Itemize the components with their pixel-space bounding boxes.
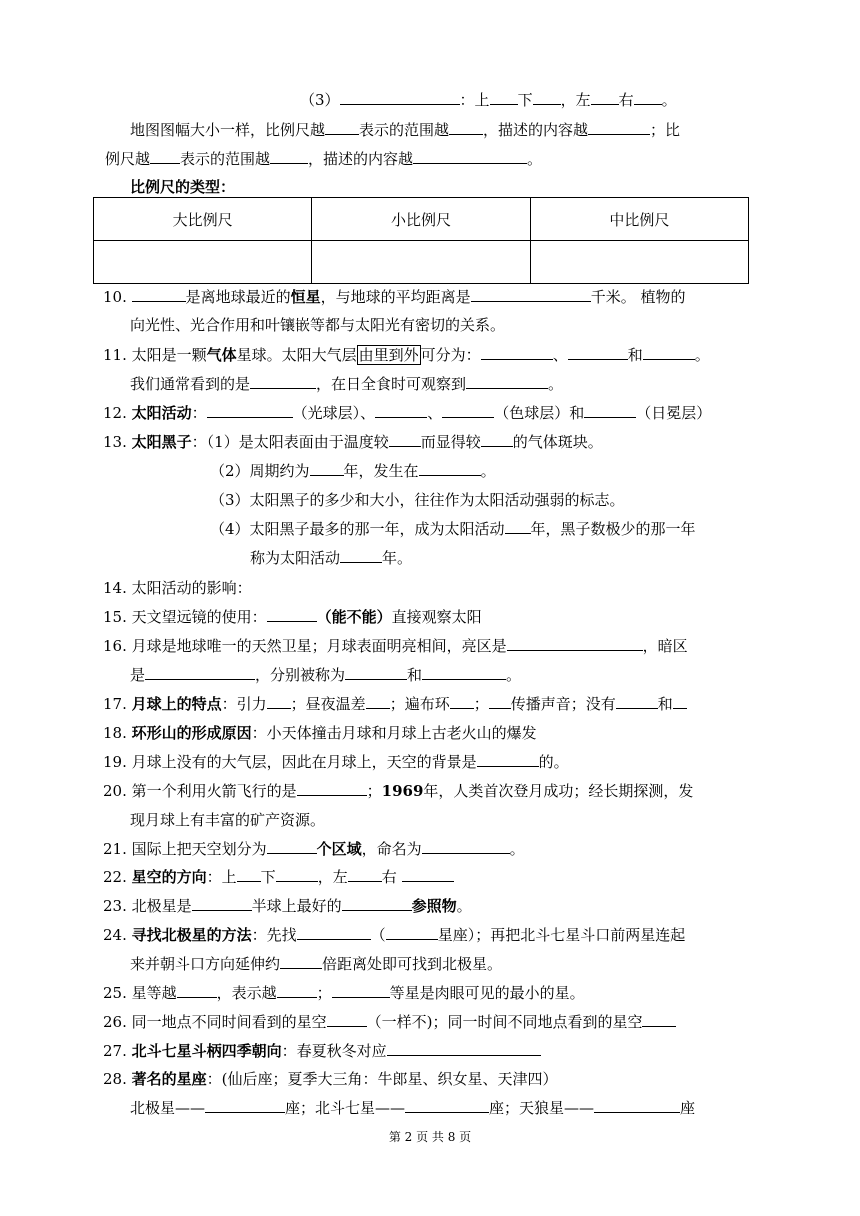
question-17 (103, 694, 687, 714)
blank (402, 867, 454, 882)
text: （ (370, 926, 386, 944)
blank (207, 403, 293, 418)
blank (340, 90, 460, 105)
text: 1969 (381, 782, 424, 800)
text: 著名的星座 (131, 1070, 207, 1088)
text: （光球层）、 (292, 404, 376, 422)
blank (366, 694, 390, 709)
text: 等星是肉眼可见的最小的星。 (389, 984, 585, 1002)
text: 恒星 (290, 288, 321, 306)
text: 由里到外 (358, 346, 419, 364)
table-header: 小比例尺 (312, 198, 530, 241)
blank (132, 287, 186, 302)
text: ：春夏秋冬对应 (281, 1042, 387, 1060)
text: 年，黑子数极少的那一年 (530, 520, 696, 538)
text: 、 (427, 404, 443, 422)
text: ，左 (560, 91, 591, 109)
text-line: 现月球上有丰富的矿产资源。 (130, 811, 326, 829)
text: 是 (130, 666, 146, 684)
text: （3） (300, 91, 340, 109)
blank (348, 867, 382, 882)
text: ，命名为 (361, 840, 422, 858)
text: 20. 第一个利用火箭飞行的是 (103, 782, 297, 800)
blank (297, 925, 371, 940)
blank (477, 752, 539, 767)
question-14: 14. 太阳活动的影响： (103, 579, 252, 597)
blank (150, 149, 180, 164)
blank (267, 839, 317, 854)
text: 22. (103, 868, 127, 886)
question-26 (103, 1012, 676, 1032)
page-footer: 第 2 页 共 8 页 (388, 1130, 472, 1144)
question-20 (103, 781, 693, 801)
text: 年。 (382, 549, 413, 567)
text: 星球。太阳大气层 (236, 346, 357, 364)
text-line (250, 548, 412, 568)
blank (237, 867, 261, 882)
text: 28. (103, 1070, 127, 1088)
text: 下 (260, 868, 276, 886)
question-13 (103, 432, 603, 452)
question-25 (103, 983, 585, 1003)
text: 下 (517, 91, 533, 109)
text: ，与地球的平均距离是 (320, 288, 471, 306)
blank (386, 925, 438, 940)
text: 年，发生在 (343, 462, 419, 480)
text: 北极星—— (130, 1099, 206, 1117)
blank (422, 839, 510, 854)
text: ；比 (650, 121, 681, 139)
blank (588, 120, 650, 135)
text: 传播声音；没有 (510, 695, 616, 713)
text: 。 (509, 840, 525, 858)
question-21 (103, 839, 525, 859)
text: 13. (103, 433, 127, 451)
text-line (105, 149, 542, 169)
blank (481, 345, 553, 360)
blank (643, 345, 695, 360)
text: 是离地球最近的 (185, 288, 291, 306)
text: 19. 月球上没有的大气层，因此在月球上，天空的背景是 (103, 753, 477, 771)
text: 而显得较 (420, 433, 481, 451)
text-line (130, 374, 563, 394)
text: 右 (381, 868, 397, 886)
blank (568, 345, 628, 360)
question-19 (103, 752, 569, 772)
blank (325, 120, 359, 135)
blank (276, 867, 318, 882)
text: ，在日全食时可观察到 (316, 375, 467, 393)
text: 。 (456, 897, 472, 915)
blank (489, 694, 511, 709)
text: 的。 (538, 753, 569, 771)
table-header: 中比例尺 (530, 198, 748, 241)
blank (419, 461, 481, 476)
text: ，描述的内容越 (308, 150, 414, 168)
text: ，分别被称为 (255, 666, 346, 684)
blank (616, 694, 658, 709)
text: ，左 (317, 868, 348, 886)
blank (449, 120, 483, 135)
blank (466, 374, 548, 389)
blank (673, 694, 687, 709)
text: 26. 同一地点不同时间看到的星空 (103, 1013, 327, 1031)
text: 星座）；再把北斗七星斗口前两星连起 (437, 926, 686, 944)
blank (250, 374, 316, 389)
question-18 (103, 723, 537, 743)
text: 的气体斑块。 (512, 433, 603, 451)
blank (277, 983, 317, 998)
blank (177, 983, 217, 998)
table-header: 大比例尺 (94, 198, 312, 241)
blank (192, 896, 252, 911)
text-line (130, 1098, 695, 1118)
text: 表示的范围越 (180, 150, 271, 168)
text: 。 (661, 91, 677, 109)
text: 。 (694, 346, 710, 364)
blank (481, 432, 513, 447)
blank (422, 665, 506, 680)
text: 23. 北极星是 (103, 897, 192, 915)
text: 10. (103, 288, 127, 306)
text: 地图图幅大小一样，比例尺越 (130, 121, 326, 139)
text: （日冕层） (636, 404, 712, 422)
text: 直接观察太阳 (391, 608, 482, 626)
text: ； (366, 782, 382, 800)
question-15 (103, 607, 482, 627)
text: 倍距离处即可找到北极星。 (322, 955, 503, 973)
text: 右 (618, 91, 634, 109)
blank (145, 665, 255, 680)
question-16 (103, 636, 688, 656)
blank (405, 1098, 489, 1113)
text: ；昼夜温差 (290, 695, 366, 713)
text: 。 (548, 375, 564, 393)
text: ： (191, 404, 207, 422)
text: 。 (506, 666, 522, 684)
question-11 (103, 345, 710, 365)
text: ； (316, 984, 332, 1002)
table-cell (530, 241, 748, 284)
question-28 (103, 1069, 558, 1089)
text: 15. 天文望远镜的使用： (103, 608, 267, 626)
blank (297, 781, 367, 796)
blank (413, 149, 527, 164)
text-line (130, 665, 521, 685)
text: ：上 (459, 91, 490, 109)
text: 北斗七星斗柄四季朝向 (131, 1042, 282, 1060)
text: 和 (657, 695, 673, 713)
text: 太阳活动 (131, 404, 192, 422)
text: ，描述的内容越 (483, 121, 589, 139)
blank (505, 519, 531, 534)
text-line (210, 461, 496, 481)
text: 环形山的形成原因 (131, 724, 252, 742)
text: 千米。 植物的 (590, 288, 686, 306)
question-24 (103, 925, 685, 945)
text: ：（1）是太阳表面由于温度较 (191, 433, 389, 451)
text-line (130, 120, 680, 140)
text: 25. 星等越 (103, 984, 177, 1002)
blank (342, 896, 412, 911)
blank (270, 149, 308, 164)
blank (584, 403, 636, 418)
question-23 (103, 896, 472, 916)
text-line (300, 90, 677, 110)
blank (340, 548, 382, 563)
text: ；遍布环 (389, 695, 450, 713)
text: 个区域 (316, 840, 362, 858)
text: 。 (527, 150, 543, 168)
blank (389, 432, 421, 447)
text: 座；天狼星—— (489, 1099, 595, 1117)
blank (332, 983, 390, 998)
blank (205, 1098, 285, 1113)
blank (267, 607, 317, 622)
blank (634, 90, 662, 105)
blank (642, 1012, 676, 1027)
text: ，表示越 (216, 984, 277, 1002)
table-cell (94, 241, 312, 284)
text: 和 (627, 346, 643, 364)
blank (267, 694, 291, 709)
blank (533, 90, 561, 105)
text: ：小天体撞击月球和月球上古老火山的爆发 (251, 724, 537, 742)
blank (387, 1041, 541, 1056)
text-line (210, 519, 696, 539)
text: （能不能） (316, 608, 392, 626)
table-cell (312, 241, 530, 284)
scale-type-table (93, 197, 749, 284)
blank (591, 90, 619, 105)
blank (507, 636, 643, 651)
question-12 (103, 403, 711, 423)
question-10 (103, 287, 685, 307)
text: 来并朝斗口方向延伸约 (130, 955, 281, 973)
blank (345, 665, 407, 680)
text: 我们通常看到的是 (130, 375, 251, 393)
text: 寻找北极星的方法 (131, 926, 252, 944)
text: 。 (480, 462, 496, 480)
text: 例尺越 (105, 150, 151, 168)
blank (442, 403, 494, 418)
text: 和 (407, 666, 423, 684)
text: 星空的方向 (131, 868, 207, 886)
text: ：(仙后座；夏季大三角：牛郎星、织女星、天津四） (206, 1070, 558, 1088)
text: 称为太阳活动 (250, 549, 341, 567)
section-heading: 比例尺的类型： (130, 178, 236, 196)
text: 24. (103, 926, 127, 944)
text: （2）周期约为 (210, 462, 310, 480)
text: 27. (103, 1042, 127, 1060)
text-line: （3）太阳黑子的多少和大小，往往作为太阳活动强弱的标志。 (210, 491, 625, 509)
blank (594, 1098, 680, 1113)
blank (450, 694, 474, 709)
text: ； (473, 695, 489, 713)
text: 21. 国际上把天空划分为 (103, 840, 267, 858)
text: （色球层）和 (494, 404, 585, 422)
text: ，暗区 (642, 637, 688, 655)
text: 可分为： (420, 346, 481, 364)
blank (471, 287, 591, 302)
question-22 (103, 867, 454, 887)
text: 11. 太阳是一颗 (103, 346, 207, 364)
blank (375, 403, 427, 418)
text: 12. (103, 404, 127, 422)
text: ：上 (206, 868, 237, 886)
text: 17. (103, 695, 127, 713)
text: ：引力 (221, 695, 267, 713)
text: 气体 (206, 346, 237, 364)
text: 座 (680, 1099, 696, 1117)
text: 半球上最好的 (251, 897, 342, 915)
blank (310, 461, 344, 476)
text: 月球上的特点 (131, 695, 222, 713)
text: 16. 月球是地球唯一的天然卫星；月球表面明亮相间，亮区是 (103, 637, 507, 655)
text-line (130, 954, 502, 974)
text-line: 向光性、光合作用和叶镶嵌等都与太阳光有密切的关系。 (130, 316, 506, 334)
blank (327, 1012, 367, 1027)
text: 太阳黑子 (131, 433, 192, 451)
text: 参照物 (411, 897, 457, 915)
text: ：先找 (251, 926, 297, 944)
text: （一样不)；同一时间不同地点看到的星空 (366, 1013, 643, 1031)
text: （4）太阳黑子最多的那一年，成为太阳活动 (210, 520, 505, 538)
blank (490, 90, 518, 105)
question-27 (103, 1041, 541, 1061)
blank (280, 954, 322, 969)
text: 18. (103, 724, 127, 742)
text: 年，人类首次登月成功；经长期探测，发 (423, 782, 694, 800)
text: 座；北斗七星—— (285, 1099, 406, 1117)
text: 、 (552, 346, 568, 364)
text: 表示的范围越 (359, 121, 450, 139)
